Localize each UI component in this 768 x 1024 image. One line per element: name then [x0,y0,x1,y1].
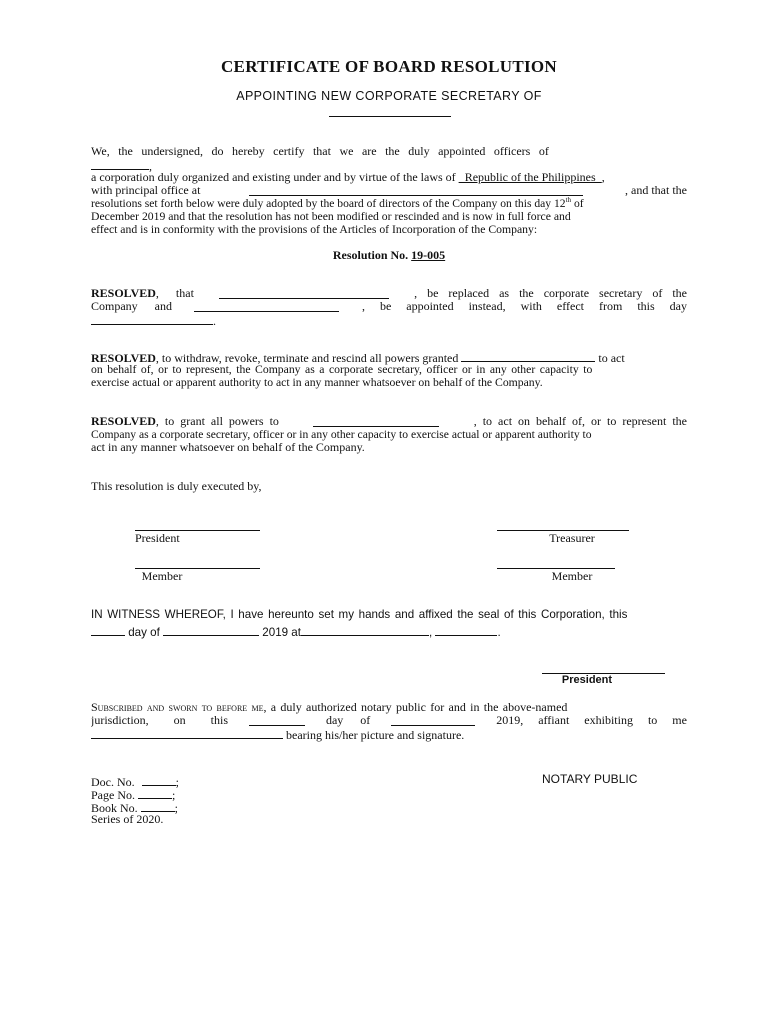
witness-text-2b: 2019 at [262,626,301,639]
resolved3-text-b: , to act on behalf of, or to represent the [473,415,687,428]
doc-no-label: Doc. No. [91,775,135,789]
resolved2-line-2 [91,363,687,376]
page-no-blank[interactable] [138,787,172,799]
id-document-blank[interactable] [91,727,283,739]
witness-text-2a: day of [128,626,160,639]
resolved3-text-a: , to grant all powers to [155,415,279,428]
resolved3-line-2 [91,428,687,441]
document-subtitle: APPOINTING NEW CORPORATE SECRETARY OF [236,89,542,103]
witness-place2-blank[interactable] [435,624,497,636]
resolution-number: 19-005 [411,248,446,262]
witness-place-blank[interactable] [301,624,429,636]
resolved2-text-a: , to withdraw, revoke, terminate and rescind all powers granted [155,351,459,365]
resolved-keyword: RESOLVED [91,287,156,300]
notary-text-1: , a duly authorized notary public for and in the above-named [263,701,568,714]
company-name-blank[interactable] [329,116,451,117]
witness-president-label: President [561,674,613,686]
intro-line-1 [91,145,621,158]
new-secretary-blank[interactable] [194,300,339,312]
notary-text-2a: jurisdiction, on this [91,714,228,727]
resolved2-text-2: on behalf of, or to represent, the Company as a corporate secretary, officer or in any other capacity to [91,363,593,376]
doc-no-blank[interactable] [142,774,176,786]
intro-text-3: a corporation duly organized and existing under and by virtue of the laws of [91,171,459,184]
member-right-label: Member [551,569,593,583]
resolved1-text-c: Company and [91,300,172,313]
notary-line-3 [91,727,687,742]
notary-day-blank[interactable] [249,714,305,726]
notary-text-2c: 2019, affiant exhibiting to me [496,714,687,727]
resolved2-line-3 [91,376,687,389]
member-left-label: Member [141,569,183,583]
witness-comma: , [428,626,433,639]
resolved-keyword: RESOLVED [91,415,156,428]
document-title: CERTIFICATE OF BOARD RESOLUTION [220,57,557,76]
witness-day-blank[interactable] [91,624,125,636]
intro-comma: , [149,159,152,173]
resolved3-text-2: Company as a corporate secretary, officer or in any other capacity to exercise actual or apparent authority to [91,428,592,441]
replaced-officer-blank[interactable] [219,287,389,299]
witness-month-blank[interactable] [163,624,259,636]
witness-period: . [497,626,501,639]
resolved3-line-3 [91,441,687,454]
resolved-keyword: RESOLVED [91,351,156,365]
resolved1-text-d: , be appointed instead, with effect from this day [361,300,687,313]
doc-no-sep: ; [175,775,180,789]
resolved1-period: . [213,314,216,328]
intro-text-5: resolutions set forth below were duly adopted by the board of directors of the Company on this day 12 [91,197,566,210]
grant-powers-blank[interactable] [313,415,439,427]
powers-granted-blank[interactable] [461,350,595,362]
notary-text-3: bearing his/her picture and signature. [283,728,465,742]
resolved1-line-2 [91,300,687,313]
intro-text-7: effect and is in conformity with the provisions of the Articles of Incorporation of the Company: [91,223,538,236]
resolved3-line-1 [91,415,687,428]
page-no-label: Page No. [91,788,135,802]
country-value[interactable]: _Republic of the Philippines_ [458,171,602,184]
executed-by-text: This resolution is duly executed by, [91,479,262,493]
resolved2-text-b: to act [598,351,625,365]
intro-text-6: December 2019 and that the resolution has not been modified or rescinded and is now in full force and [91,210,571,223]
book-no-blank[interactable] [141,800,175,812]
resolved1-text-a: , that [155,287,194,300]
intro-line-6 [91,210,687,223]
book-no-sep: ; [174,801,179,815]
witness-text-1: IN WITNESS WHEREOF, I have hereunto set my hands and affixed the seal of this Corporation, this [91,608,628,621]
company-blank[interactable] [91,158,149,170]
intro-text-4b: , and that the [625,184,687,197]
resolved1-line-3 [91,313,687,328]
intro-line-5 [91,197,687,210]
president-label: President [135,531,180,545]
notary-line-2 [91,714,687,727]
intro-text-5b: of [571,197,584,210]
series-row [91,813,687,826]
page-no-sep: ; [172,788,176,802]
intro-line-3 [91,171,687,184]
intro-text-4: with principal office at [91,184,201,197]
resolved1-text-b: , be replaced as the corporate secretary of the [414,287,687,300]
intro-line-7 [91,223,687,236]
notary-text-2b: day of [325,714,371,727]
effective-date-blank[interactable] [91,313,213,325]
resolution-label: Resolution No. [332,248,412,262]
witness-line-2 [91,624,687,639]
notary-public-label: NOTARY PUBLIC [542,772,638,786]
treasurer-label: Treasurer [549,531,595,545]
intro-line-4 [91,184,687,197]
series-label: Series of 2020. [91,813,164,826]
witness-line-1 [91,608,687,621]
ordinal-suffix: th [565,197,572,205]
resolved3-text-3: act in any manner whatsoever on behalf of the Company. [91,441,365,454]
resolved1-line-1 [91,287,687,300]
notary-lead: Subscribed and sworn to before me [91,701,264,714]
notary-line-1 [91,701,687,714]
principal-office-blank[interactable] [249,184,583,196]
intro-text-1: We, the undersigned, do hereby certify that we are the duly appointed officers of [91,145,549,158]
resolution-heading [0,249,768,262]
resolved2-text-3: exercise actual or apparent authority to act in any manner whatsoever on behalf of the Company. [91,376,543,389]
intro-comma-2: , [601,171,605,184]
book-no-label: Book No. [91,801,138,815]
notary-month-blank[interactable] [391,714,475,726]
